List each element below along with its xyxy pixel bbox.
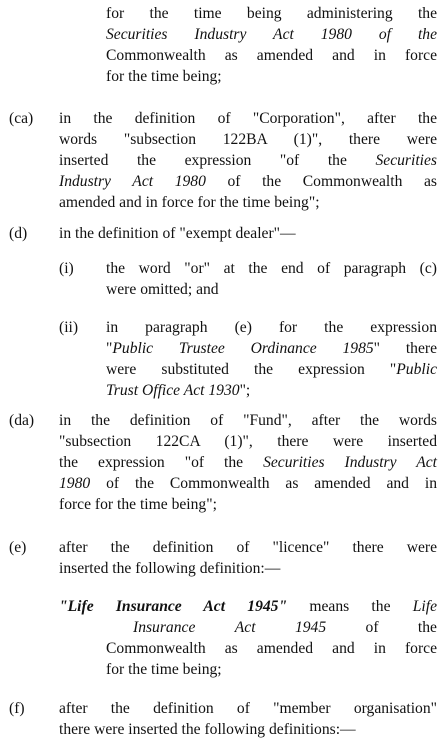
para-e: after the definition of "licence" there were inserted the following definition:— [59, 539, 437, 577]
para-ca-line: inserted the expression "of the Securities [59, 152, 437, 169]
para-ca [59, 108, 437, 213]
para-f: after the definition of "member organisation" there were inserted the following definitions:— [59, 700, 437, 738]
para-da: in the definition of "Fund", after the words "subsection 122CA (1)", there were inserted the expression "of the Securities Industry Act 1980 of the Commonwealth as amended and in force for the time being"; [59, 412, 437, 513]
intro-line: for the time being administering the [106, 5, 437, 22]
para-label-f: (f) [9, 700, 25, 717]
definition-life-insurance-act: "Life Insurance Act 1945" means the Life [59, 598, 437, 615]
intro-line: Commonwealth as amended and in force [106, 47, 437, 64]
intro-line [106, 24, 437, 45]
para-label-ca: (ca) [9, 110, 34, 127]
subpara-ii: in paragraph (e) for the expression "Public Trustee Ordinance 1985" there were substituted the expression "Public Trust Office Act 1930"; [106, 319, 437, 399]
para-label-e: (e) [9, 539, 27, 556]
para-label-d: (d) [9, 225, 28, 242]
subpara-label-i: (i) [59, 260, 74, 277]
para-ca-line: Industry Act 1980 of the Commonwealth as [59, 173, 437, 190]
defined-term: "Life Insurance Act 1945" [59, 598, 288, 615]
intro-act-name: Securities Industry Act 1980 of the [106, 26, 437, 43]
subpara-i: the word "or" at the end of paragraph (c) were omitted; and [106, 260, 437, 298]
subpara-label-ii: (ii) [59, 319, 79, 336]
intro-paragraph [106, 3, 437, 87]
intro-line: for the time being; [106, 68, 222, 85]
para-d [59, 223, 437, 244]
para-label-da: (da) [9, 412, 35, 429]
para-ca-line: in the definition of "Corporation", after the [59, 110, 437, 127]
para-d-line: in the definition of "exempt dealer"— [59, 225, 296, 242]
definition-continuation-2: Commonwealth as amended and in force for the time being; [106, 640, 437, 678]
definition-continuation: Insurance Act 1945 of the [133, 619, 437, 636]
para-ca-line: words "subsection 122BA (1)", there were [59, 131, 437, 148]
para-ca-line: amended and in force for the time being"; [59, 194, 320, 211]
